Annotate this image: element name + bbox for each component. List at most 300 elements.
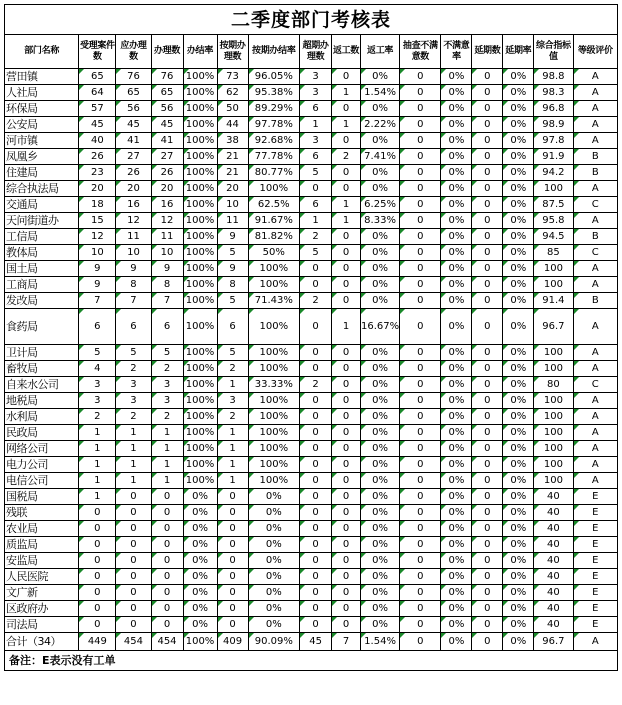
- department-name-cell: 残联: [5, 505, 79, 521]
- table-cell: A: [573, 457, 618, 473]
- table-cell: 0%: [248, 537, 300, 553]
- table-row: [5, 537, 618, 553]
- table-cell: 0%: [360, 489, 399, 505]
- column-header: 部门名称: [5, 35, 79, 69]
- table-cell: 38: [217, 133, 248, 149]
- table-cell: 0: [79, 537, 116, 553]
- table-cell: 1: [332, 117, 361, 133]
- table-cell: 1: [116, 425, 151, 441]
- table-cell: 20: [217, 181, 248, 197]
- column-header: 抽查不满意数: [400, 35, 441, 69]
- table-cell: 4: [79, 361, 116, 377]
- table-cell: 2: [116, 409, 151, 425]
- table-cell: 2: [116, 361, 151, 377]
- table-cell: 0%: [503, 601, 534, 617]
- table-cell: A: [573, 309, 618, 345]
- table-cell: 0%: [503, 117, 534, 133]
- table-cell: 45: [151, 117, 183, 133]
- department-name-cell: 安监局: [5, 553, 79, 569]
- table-cell: 0: [472, 229, 503, 245]
- table-row: [5, 617, 618, 633]
- table-cell: 0: [400, 393, 441, 409]
- department-name-cell: 发改局: [5, 293, 79, 309]
- table-cell: 0: [217, 489, 248, 505]
- table-cell: 0%: [503, 617, 534, 633]
- table-cell: 40: [534, 601, 573, 617]
- column-header: 等级评价: [573, 35, 618, 69]
- table-cell: A: [573, 425, 618, 441]
- department-name-cell: 人民医院: [5, 569, 79, 585]
- table-cell: 0%: [441, 101, 472, 117]
- column-header: 延期数: [472, 35, 503, 69]
- table-cell: 0%: [441, 601, 472, 617]
- table-cell: 97.8: [534, 133, 573, 149]
- table-cell: 5: [217, 345, 248, 361]
- table-cell: 0%: [183, 505, 217, 521]
- table-cell: 0: [332, 133, 361, 149]
- table-cell: 1: [332, 85, 361, 101]
- table-cell: 0: [151, 617, 183, 633]
- table-cell: 0: [217, 617, 248, 633]
- table-cell: 100%: [248, 261, 300, 277]
- table-cell: 6: [79, 309, 116, 345]
- table-cell: A: [573, 85, 618, 101]
- table-cell: 0%: [503, 441, 534, 457]
- table-cell: 0: [300, 425, 332, 441]
- table-cell: 0%: [441, 181, 472, 197]
- table-cell: 7: [116, 293, 151, 309]
- table-cell: 0: [400, 585, 441, 601]
- table-cell: 6: [300, 149, 332, 165]
- table-cell: 0: [217, 537, 248, 553]
- department-name-cell: 国税局: [5, 489, 79, 505]
- table-cell: 0%: [441, 293, 472, 309]
- table-cell: 0%: [248, 521, 300, 537]
- table-cell: 0%: [441, 505, 472, 521]
- table-cell: 100%: [183, 441, 217, 457]
- table-cell: 0: [332, 101, 361, 117]
- table-cell: 100%: [183, 409, 217, 425]
- table-cell: 0: [472, 69, 503, 85]
- table-cell: 92.68%: [248, 133, 300, 149]
- department-name-cell: 营田镇: [5, 69, 79, 85]
- table-cell: 0: [116, 537, 151, 553]
- table-cell: 5: [300, 245, 332, 261]
- table-cell: 0%: [183, 617, 217, 633]
- table-row: [5, 473, 618, 489]
- table-cell: 100%: [248, 425, 300, 441]
- table-cell: 1: [79, 441, 116, 457]
- table-cell: 95.38%: [248, 85, 300, 101]
- table-cell: 0: [472, 553, 503, 569]
- table-cell: 45: [300, 633, 332, 651]
- table-cell: 0%: [441, 521, 472, 537]
- table-cell: 11: [151, 229, 183, 245]
- table-cell: 100%: [183, 181, 217, 197]
- table-cell: 0%: [503, 505, 534, 521]
- table-cell: 100: [534, 345, 573, 361]
- table-cell: 0%: [248, 569, 300, 585]
- table-cell: 100%: [183, 101, 217, 117]
- table-cell: 20: [116, 181, 151, 197]
- table-cell: 100%: [248, 181, 300, 197]
- table-cell: 95.8: [534, 213, 573, 229]
- table-cell: 0: [332, 553, 361, 569]
- table-cell: 100: [534, 441, 573, 457]
- table-cell: 0: [472, 361, 503, 377]
- table-cell: A: [573, 441, 618, 457]
- table-title: 二季度部门考核表: [4, 4, 618, 34]
- table-cell: 0%: [248, 505, 300, 521]
- table-cell: 90.09%: [248, 633, 300, 651]
- table-cell: 0: [472, 181, 503, 197]
- department-name-cell: 交通局: [5, 197, 79, 213]
- table-cell: 96.8: [534, 101, 573, 117]
- table-cell: 9: [116, 261, 151, 277]
- table-cell: 8: [116, 277, 151, 293]
- department-name-cell: 卫计局: [5, 345, 79, 361]
- table-row: [5, 569, 618, 585]
- table-cell: 0%: [360, 601, 399, 617]
- table-cell: 0: [300, 505, 332, 521]
- table-cell: 0%: [441, 261, 472, 277]
- table-cell: 0%: [441, 85, 472, 101]
- table-cell: 0: [472, 409, 503, 425]
- table-cell: 65: [116, 85, 151, 101]
- table-cell: 0: [400, 309, 441, 345]
- table-cell: 0%: [503, 489, 534, 505]
- table-cell: E: [573, 489, 618, 505]
- table-cell: 0: [332, 165, 361, 181]
- table-cell: 76: [116, 69, 151, 85]
- table-cell: 16: [116, 197, 151, 213]
- table-cell: 0%: [360, 505, 399, 521]
- table-cell: 1: [300, 213, 332, 229]
- table-cell: 100: [534, 409, 573, 425]
- table-cell: 0: [472, 441, 503, 457]
- table-cell: 0: [472, 345, 503, 361]
- table-cell: 0%: [360, 101, 399, 117]
- table-cell: 3: [151, 393, 183, 409]
- table-cell: 0%: [183, 601, 217, 617]
- table-cell: 0: [332, 409, 361, 425]
- department-name-cell: 人社局: [5, 85, 79, 101]
- table-cell: 0%: [441, 245, 472, 261]
- table-cell: 5: [217, 293, 248, 309]
- table-cell: 97.78%: [248, 117, 300, 133]
- table-cell: A: [573, 633, 618, 651]
- table-cell: 40: [534, 617, 573, 633]
- column-header: 办结率: [183, 35, 217, 69]
- table-cell: 0: [332, 181, 361, 197]
- footnote: 备注：E表示没有工单: [4, 651, 618, 671]
- table-cell: 73: [217, 69, 248, 85]
- table-row: [5, 505, 618, 521]
- table-cell: 0%: [360, 409, 399, 425]
- table-cell: 0: [400, 409, 441, 425]
- table-cell: 100%: [248, 393, 300, 409]
- department-name-cell: 工商局: [5, 277, 79, 293]
- table-row: [5, 229, 618, 245]
- table-cell: 1: [151, 473, 183, 489]
- department-name-cell: 文广新: [5, 585, 79, 601]
- table-cell: 9: [79, 277, 116, 293]
- table-cell: 1.54%: [360, 633, 399, 651]
- table-cell: 0: [300, 409, 332, 425]
- table-cell: 2: [332, 149, 361, 165]
- table-cell: 0: [400, 473, 441, 489]
- table-row: [5, 377, 618, 393]
- table-cell: 100%: [183, 85, 217, 101]
- table-cell: 0%: [441, 229, 472, 245]
- table-cell: 0%: [441, 377, 472, 393]
- table-cell: 0: [300, 181, 332, 197]
- column-header: 综合指标值: [534, 35, 573, 69]
- table-cell: 0: [79, 553, 116, 569]
- department-name-cell: 国土局: [5, 261, 79, 277]
- table-cell: 0: [400, 277, 441, 293]
- table-cell: 0: [400, 85, 441, 101]
- table-cell: 0%: [248, 585, 300, 601]
- table-cell: 100%: [183, 309, 217, 345]
- table-cell: 89.29%: [248, 101, 300, 117]
- table-cell: 1: [332, 213, 361, 229]
- table-cell: 0: [332, 473, 361, 489]
- table-cell: 3: [300, 69, 332, 85]
- table-cell: 26: [79, 149, 116, 165]
- table-cell: 449: [79, 633, 116, 651]
- table-cell: E: [573, 585, 618, 601]
- table-cell: 96.7: [534, 309, 573, 345]
- table-cell: 76: [151, 69, 183, 85]
- table-cell: 23: [79, 165, 116, 181]
- table-cell: 100%: [183, 377, 217, 393]
- table-cell: 0: [332, 505, 361, 521]
- table-cell: 0%: [503, 261, 534, 277]
- table-cell: 0%: [503, 633, 534, 651]
- table-cell: 2: [300, 377, 332, 393]
- table-cell: 1: [151, 425, 183, 441]
- table-cell: 1: [217, 425, 248, 441]
- table-cell: 21: [217, 149, 248, 165]
- department-name-cell: 天问街道办: [5, 213, 79, 229]
- table-cell: 0%: [441, 617, 472, 633]
- table-cell: 1: [79, 457, 116, 473]
- table-cell: 0%: [503, 133, 534, 149]
- table-cell: 0%: [441, 569, 472, 585]
- table-cell: A: [573, 393, 618, 409]
- table-row: [5, 309, 618, 345]
- table-cell: 0: [151, 505, 183, 521]
- table-cell: 56: [116, 101, 151, 117]
- table-cell: 0%: [503, 345, 534, 361]
- table-cell: 0: [472, 489, 503, 505]
- table-cell: 0: [472, 117, 503, 133]
- table-cell: 0: [472, 569, 503, 585]
- table-cell: 96.05%: [248, 69, 300, 85]
- table-cell: 0%: [503, 181, 534, 197]
- table-cell: 45: [79, 117, 116, 133]
- table-cell: 0: [332, 377, 361, 393]
- table-cell: 0%: [503, 361, 534, 377]
- department-name-cell: 教体局: [5, 245, 79, 261]
- table-cell: 10: [79, 245, 116, 261]
- table-cell: E: [573, 521, 618, 537]
- table-cell: 56: [151, 101, 183, 117]
- table-cell: 0: [151, 601, 183, 617]
- table-cell: 40: [534, 521, 573, 537]
- table-cell: 0: [79, 505, 116, 521]
- table-cell: 0: [79, 617, 116, 633]
- table-cell: 0%: [360, 457, 399, 473]
- table-cell: 0: [79, 569, 116, 585]
- table-cell: 409: [217, 633, 248, 651]
- table-cell: 7: [332, 633, 361, 651]
- table-cell: 0: [400, 117, 441, 133]
- table-cell: 0%: [441, 425, 472, 441]
- table-cell: 0%: [360, 69, 399, 85]
- assessment-table: [4, 34, 618, 651]
- table-cell: 0: [472, 149, 503, 165]
- table-cell: 0: [151, 585, 183, 601]
- table-cell: 1: [332, 309, 361, 345]
- table-cell: 40: [534, 489, 573, 505]
- department-name-cell: 司法局: [5, 617, 79, 633]
- table-cell: 6.25%: [360, 197, 399, 213]
- table-cell: 0%: [360, 361, 399, 377]
- table-cell: E: [573, 505, 618, 521]
- table-cell: 0: [472, 133, 503, 149]
- table-cell: 41: [116, 133, 151, 149]
- table-row: [5, 213, 618, 229]
- table-cell: 0: [116, 585, 151, 601]
- table-cell: 0: [400, 361, 441, 377]
- table-cell: A: [573, 181, 618, 197]
- table-cell: 1: [79, 473, 116, 489]
- table-cell: 0%: [503, 197, 534, 213]
- table-row: [5, 277, 618, 293]
- table-cell: 0%: [503, 473, 534, 489]
- table-cell: 20: [79, 181, 116, 197]
- table-cell: E: [573, 553, 618, 569]
- table-cell: 8: [217, 277, 248, 293]
- table-cell: 0%: [360, 393, 399, 409]
- column-header: 按期办理数: [217, 35, 248, 69]
- table-cell: 0: [400, 149, 441, 165]
- table-cell: 0%: [441, 149, 472, 165]
- table-cell: 0%: [441, 117, 472, 133]
- table-cell: 0: [400, 601, 441, 617]
- table-cell: 0: [300, 277, 332, 293]
- table-cell: 0: [400, 537, 441, 553]
- department-name-cell: 工信局: [5, 229, 79, 245]
- table-cell: 100%: [248, 345, 300, 361]
- table-cell: 1.54%: [360, 85, 399, 101]
- table-cell: 100: [534, 393, 573, 409]
- table-cell: 98.8: [534, 69, 573, 85]
- table-cell: 71.43%: [248, 293, 300, 309]
- table-cell: A: [573, 101, 618, 117]
- table-cell: 62.5%: [248, 197, 300, 213]
- column-header: 不满意率: [441, 35, 472, 69]
- table-cell: 0%: [441, 309, 472, 345]
- table-cell: 100%: [183, 197, 217, 213]
- table-cell: 100%: [183, 165, 217, 181]
- table-cell: 100%: [248, 457, 300, 473]
- department-name-cell: 电力公司: [5, 457, 79, 473]
- table-cell: 0: [151, 569, 183, 585]
- table-cell: 0: [332, 489, 361, 505]
- table-cell: 0%: [360, 261, 399, 277]
- table-cell: 1: [300, 117, 332, 133]
- table-cell: 0: [217, 601, 248, 617]
- table-cell: 0: [332, 69, 361, 85]
- table-row: [5, 101, 618, 117]
- table-cell: 100%: [183, 457, 217, 473]
- table-cell: 100%: [183, 473, 217, 489]
- table-cell: 0%: [360, 617, 399, 633]
- table-cell: 45: [116, 117, 151, 133]
- table-cell: 0%: [360, 537, 399, 553]
- table-cell: 0%: [441, 133, 472, 149]
- table-cell: 3: [151, 377, 183, 393]
- table-cell: 1: [151, 457, 183, 473]
- table-row: [5, 345, 618, 361]
- table-cell: 100: [534, 181, 573, 197]
- table-cell: 3: [300, 133, 332, 149]
- table-cell: 0: [116, 489, 151, 505]
- table-cell: 0%: [441, 585, 472, 601]
- table-cell: 0: [332, 601, 361, 617]
- department-name-cell: 网络公司: [5, 441, 79, 457]
- table-cell: 40: [534, 553, 573, 569]
- table-cell: 100%: [183, 277, 217, 293]
- table-cell: 1: [116, 441, 151, 457]
- table-cell: 0: [472, 617, 503, 633]
- table-cell: 0%: [503, 245, 534, 261]
- table-cell: 0: [472, 245, 503, 261]
- table-cell: 0: [472, 293, 503, 309]
- table-cell: 0: [332, 345, 361, 361]
- table-cell: 0: [300, 537, 332, 553]
- table-cell: 9: [151, 261, 183, 277]
- table-cell: 98.9: [534, 117, 573, 133]
- table-cell: 0: [332, 293, 361, 309]
- table-cell: 26: [116, 165, 151, 181]
- table-cell: 0: [472, 393, 503, 409]
- table-cell: 0%: [360, 165, 399, 181]
- table-cell: 80.77%: [248, 165, 300, 181]
- table-cell: 80: [534, 377, 573, 393]
- table-cell: 40: [534, 505, 573, 521]
- table-cell: 7.41%: [360, 149, 399, 165]
- table-row: [5, 393, 618, 409]
- table-row: [5, 149, 618, 165]
- table-cell: A: [573, 133, 618, 149]
- table-cell: A: [573, 69, 618, 85]
- table-cell: B: [573, 165, 618, 181]
- table-cell: 50%: [248, 245, 300, 261]
- table-row: [5, 133, 618, 149]
- table-cell: 0%: [503, 457, 534, 473]
- table-cell: 100%: [183, 69, 217, 85]
- table-cell: 0: [300, 345, 332, 361]
- table-cell: 3: [300, 85, 332, 101]
- table-cell: 0%: [360, 425, 399, 441]
- table-cell: 6: [300, 197, 332, 213]
- table-cell: 0: [400, 345, 441, 361]
- table-cell: B: [573, 149, 618, 165]
